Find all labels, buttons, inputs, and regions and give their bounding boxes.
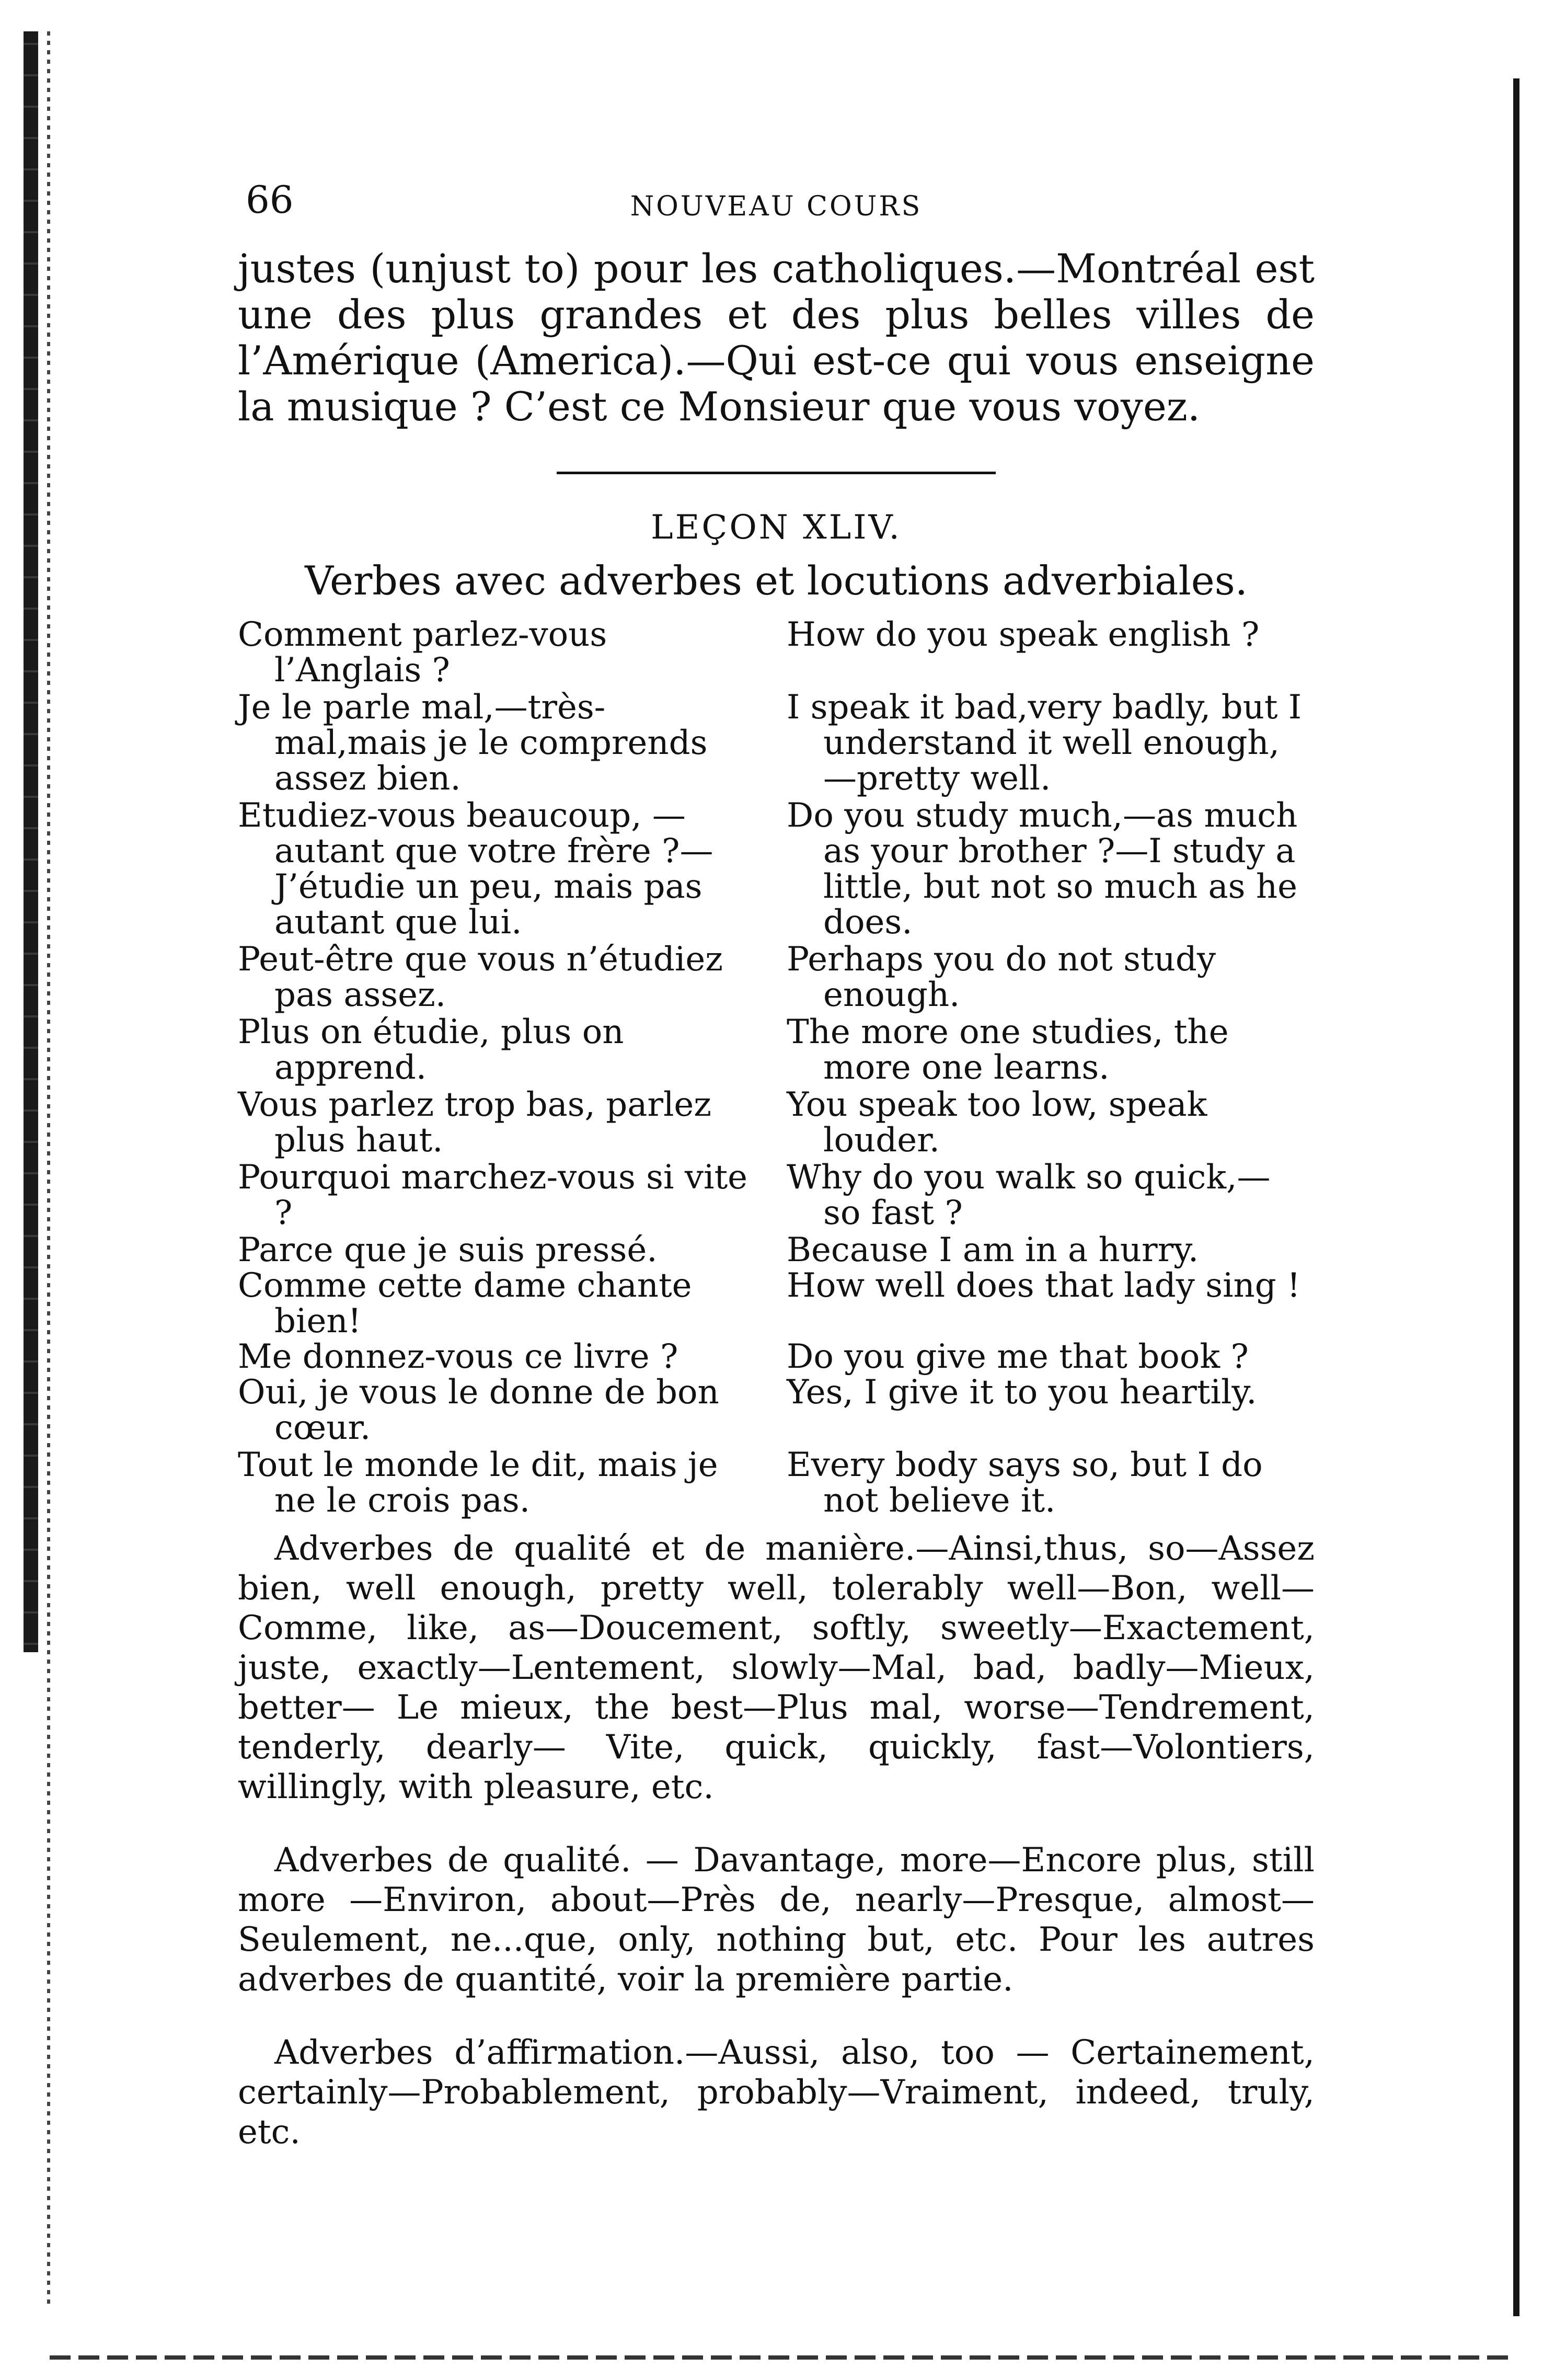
lesson-subtitle: Verbes avec adverbes et locutions adverbiales. — [305, 557, 1248, 604]
vocab-row — [238, 1160, 1315, 1231]
french-phrase: Tout le monde le dit, mais je ne le crois pas. — [238, 1446, 718, 1520]
vocab-row — [238, 690, 1315, 796]
lesson-title: LEÇON XLIV. — [651, 508, 902, 547]
vocab-row — [238, 1014, 1315, 1085]
vocab-row — [238, 1268, 1315, 1339]
scan-binding-edge — [24, 31, 38, 1652]
english-phrase: Do you study much,—as much as your brother ?—I study a little, but not so much as he does. — [787, 796, 1298, 942]
vocab-row — [238, 1087, 1315, 1158]
french-phrase: Me donnez-vous ce livre ? — [238, 1337, 678, 1376]
scan-right-edge — [1513, 78, 1519, 2316]
english-phrase: Do you give me that book ? — [787, 1337, 1249, 1376]
french-phrase: Parce que je suis pressé. — [238, 1231, 658, 1269]
section-divider — [557, 472, 996, 474]
vocab-row — [238, 798, 1315, 940]
english-phrase: Yes, I give it to you heartily. — [787, 1373, 1257, 1412]
book-page — [238, 167, 1315, 2259]
vocab-row — [238, 1447, 1315, 1518]
intro-paragraph: justes (unjust to) pour les catholiques.—Montréal est une des plus grandes et des plus belles villes de l’Amérique (America).—Qui est-ce qui vous enseigne la musique ? C’est ce Monsieur que vous voyez. — [238, 245, 1315, 430]
running-title: NOUVEAU COURS — [630, 191, 923, 222]
english-phrase: Every body says so, but I do not believe it. — [787, 1446, 1263, 1520]
scan-edge-marks — [47, 31, 50, 2306]
adverbs-quality-manner: Adverbes de qualité et de manière.—Ainsi,thus, so—Assez bien, well enough, pretty well, tolerably well—Bon, well—Comme, like, as—Doucement, softly, sweetly—Exactement, juste, exactly—Lentement, slowly—Mal, bad, badly—Mieux, better— Le mieux, the best—Plus mal, worse—Tendrement, tenderly, dearly— Vite, quick, quickly, fast—Volontiers, willingly, with pleasure, etc. — [238, 1529, 1315, 1806]
english-phrase: The more one studies, the more one learns. — [787, 1013, 1229, 1087]
running-head — [238, 167, 1315, 235]
french-phrase: Plus on étudie, plus on apprend. — [238, 1013, 624, 1087]
vocab-row — [238, 617, 1315, 688]
french-phrase: Pourquoi marchez-vous si vite ? — [238, 1158, 748, 1232]
english-phrase: You speak too low, speak louder. — [787, 1085, 1207, 1160]
adverbs-affirmation: Adverbes d’affirmation.—Aussi, also, too — Certainement, certainly—Probablement, probably—Vraiment, indeed, truly, etc. — [238, 2033, 1315, 2152]
english-phrase: How well does that lady sing ! — [787, 1266, 1300, 1305]
vocab-row — [238, 1375, 1315, 1446]
english-phrase: Perhaps you do not study enough. — [787, 940, 1216, 1014]
vocab-table — [238, 617, 1315, 1518]
french-phrase: Comment parlez-vous l’Anglais ? — [238, 615, 607, 690]
page-number: 66 — [246, 178, 294, 222]
vocab-row — [238, 942, 1315, 1013]
vocab-row — [238, 1339, 1315, 1375]
french-phrase: Vous parlez trop bas, parlez plus haut. — [238, 1085, 711, 1160]
french-phrase: Comme cette dame chante bien! — [238, 1266, 692, 1341]
adverbs-quantity: Adverbes de qualité. — Davantage, more—Encore plus, still more —Environ, about—Près de, nearly—Presque, almost—Seulement, ne...que, only, nothing but, etc. Pour les autres adverbes de quantité, voir la première partie. — [238, 1841, 1315, 1999]
english-phrase: I speak it bad,very badly, but I understand it well enough, —pretty well. — [787, 688, 1302, 798]
french-phrase: Oui, je vous le donne de bon cœur. — [238, 1373, 719, 1447]
vocab-row — [238, 1232, 1315, 1268]
english-phrase: Why do you walk so quick,— so fast ? — [787, 1158, 1271, 1232]
french-phrase: Etudiez-vous beaucoup, — autant que votre frère ?—J’étudie un peu, mais pas autant que lui. — [238, 796, 713, 942]
english-phrase: Because I am in a hurry. — [787, 1231, 1199, 1269]
french-phrase: Je le parle mal,—très-mal,mais je le comprends assez bien. — [238, 688, 708, 798]
english-phrase: How do you speak english ? — [787, 615, 1260, 654]
scan-bottom-edge — [50, 2355, 1513, 2360]
french-phrase: Peut-être que vous n’étudiez pas assez. — [238, 940, 723, 1014]
